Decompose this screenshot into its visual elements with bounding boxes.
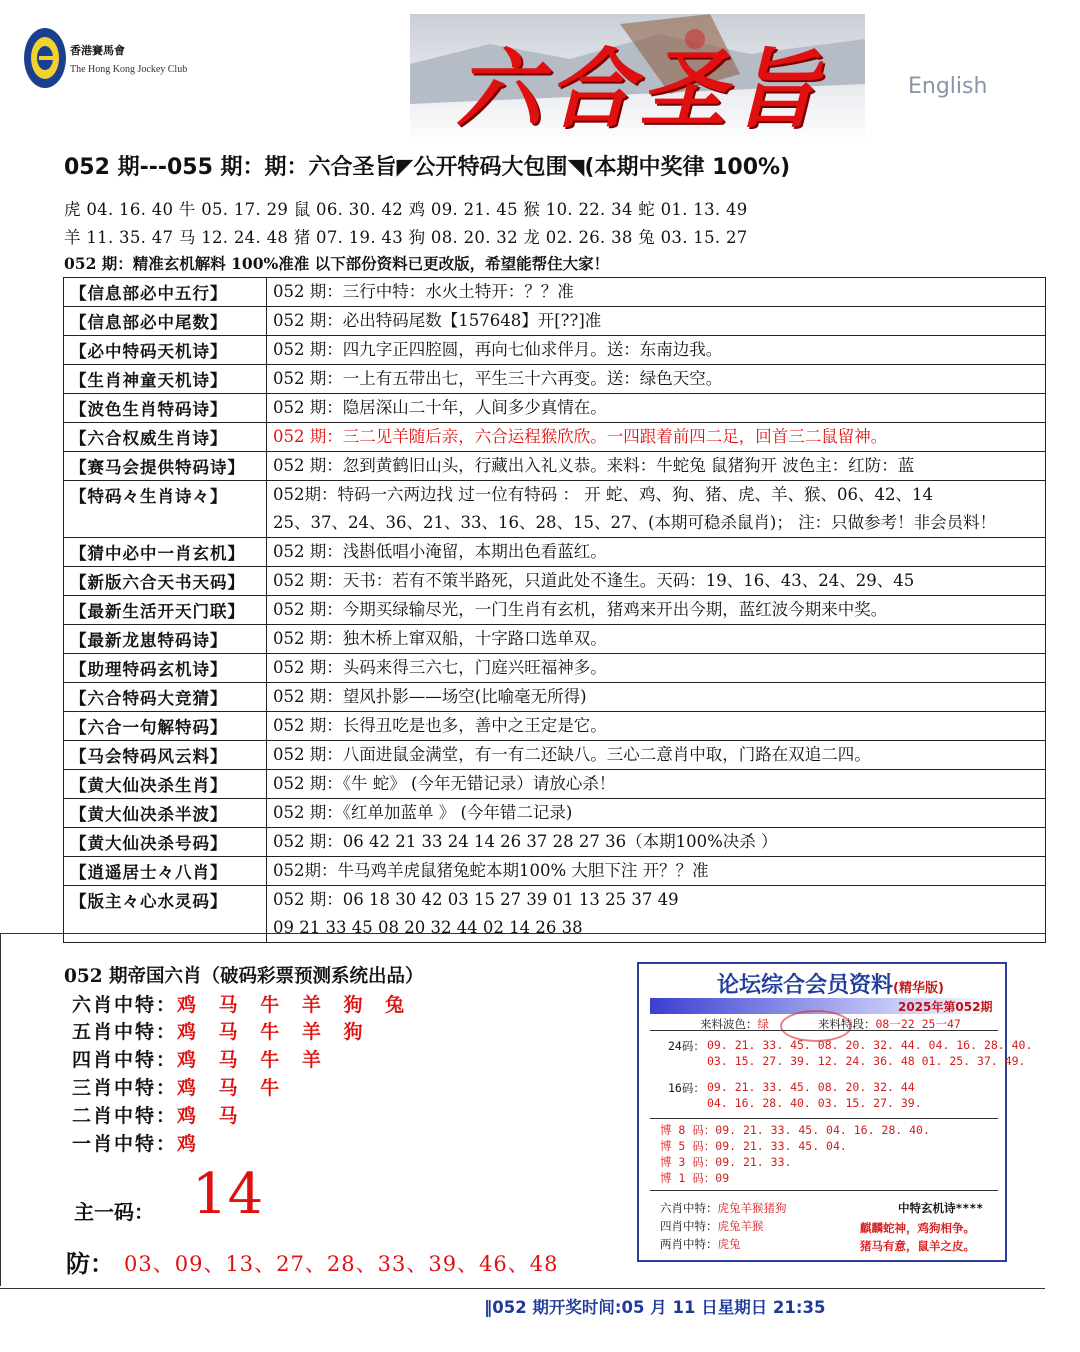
card-24-line: 03. 15. 27. 39. 12. 24. 36. 48 01. 25. 37. 49. <box>707 1054 1026 1068</box>
row-value: 鸡 马 牛 羊 狗 <box>177 1021 371 1043</box>
row-label: 【六合一句解特码】 <box>64 712 267 741</box>
row-label: 【逍遥居士々八肖】 <box>64 857 267 886</box>
intro-text: 052 期：精准玄机解料 100%准准 以下部份资料已更改版，希望能帮住大家！ <box>64 254 610 273</box>
row-label: 【赛马会提供特码诗】 <box>64 452 267 481</box>
row-content-line: 052 期：必出特码尾数【157648】开[??]准 <box>273 311 602 330</box>
jockey-club-logo <box>22 22 68 94</box>
row-content-line: 052 期：隐居深山二十年，人间多少真情在。 <box>273 398 607 417</box>
row-content <box>267 625 1046 654</box>
row-label: 三肖中特： <box>72 1077 178 1099</box>
card-poem-line: 麒麟蛇神，鸡狗相争。 <box>860 1221 975 1235</box>
card-two-line: 两肖中特：虎兔 <box>660 1237 741 1251</box>
row-content-line: 052 期：06 42 21 33 24 14 26 37 28 27 36（本期100%决杀 ） <box>273 832 778 851</box>
table-row <box>64 423 1046 452</box>
card-divider <box>650 1118 998 1119</box>
row-label: 【马会特码风云料】 <box>64 741 267 770</box>
card-six-line: 六肖中特：虎兔羊猴猪狗 <box>660 1201 787 1215</box>
row-label: 【特码々生肖诗々】 <box>64 481 267 538</box>
row-content-line: 052 期：三二见羊随后亲，六合运程猴欣欣。一四跟着前四二足，回首三二鼠留神。 <box>273 427 888 446</box>
guard-label: 防： <box>66 1249 114 1278</box>
table-row <box>64 770 1046 799</box>
guard-numbers: 03、09、13、27、28、33、39、46、48 <box>124 1252 559 1276</box>
divider <box>0 934 1 1286</box>
table-row <box>64 625 1046 654</box>
table-row <box>64 683 1046 712</box>
table-row <box>64 336 1046 365</box>
row-content-line: 052 期：天书：若有不策半路死，只道此处不逢生。天码：19、16、43、24、29、45 <box>273 571 915 590</box>
card-16-label: 16码： <box>668 1081 705 1095</box>
logo-chinese-text: 香港賽馬會 <box>70 45 125 57</box>
row-label: 二肖中特： <box>72 1105 178 1127</box>
row-content-line: 052 期：一上有五带出七，平生三十六再变。送：绿色天空。 <box>273 369 723 388</box>
card-issue: 2025年第052期 <box>898 1000 993 1014</box>
table-row <box>64 452 1046 481</box>
banner-title: 六合圣旨 <box>456 40 824 140</box>
table-row <box>64 394 1046 423</box>
row-content <box>267 857 1046 886</box>
card-divider <box>650 1030 998 1031</box>
row-content <box>267 799 1046 828</box>
table-row <box>64 828 1046 857</box>
card-24-label: 24码： <box>668 1039 705 1053</box>
card-bet5: 博 5 码：09. 21. 33. 45. 04. <box>660 1139 847 1153</box>
row-content <box>267 278 1046 307</box>
row-content-line: 25、37、24、36、21、33、16、28、15、27、(本期可稳杀鼠肖)； 注：只做参考！非会员料！ <box>273 513 997 532</box>
row-content <box>267 336 1046 365</box>
four-zodiac-row <box>72 1045 329 1072</box>
row-content-line: 052 期：《红单加蓝单 》 (今年错二记录) <box>273 803 573 822</box>
row-content <box>267 654 1046 683</box>
row-value: 鸡 马 牛 羊 <box>177 1049 329 1071</box>
row-content <box>267 567 1046 596</box>
row-content-line: 09 21 33 45 08 20 32 44 02 14 26 38 <box>273 918 583 937</box>
row-label: 【黄大仙决杀生肖】 <box>64 770 267 799</box>
card-four-line: 四肖中特：虎兔羊猴 <box>660 1219 764 1233</box>
card-16-line: 09. 21. 33. 45. 08. 20. 32. 44 <box>707 1080 915 1094</box>
row-label: 【猜中必中一肖玄机】 <box>64 538 267 567</box>
three-zodiac-row <box>72 1073 287 1100</box>
row-content <box>267 770 1046 799</box>
row-label: 【六合特码大竞猜】 <box>64 683 267 712</box>
row-label: 【必中特码天机诗】 <box>64 336 267 365</box>
row-content-line: 052 期：《牛 蛇》 (今年无错记录）请放心杀！ <box>273 774 616 793</box>
row-content <box>267 452 1046 481</box>
card-title: 论坛综合会员资料(精华版) <box>717 973 944 998</box>
row-value: 鸡 马 牛 羊 狗 兔 <box>177 994 413 1016</box>
six-zodiac-title: 052 期帝国六肖（破码彩票预测系统出品） <box>64 966 424 987</box>
main-number-label: 主一码： <box>74 1200 154 1224</box>
english-link[interactable]: English <box>908 74 988 99</box>
zodiac-line: 羊 11. 35. 47 马 12. 24. 48 猪 07. 19. 43 狗 08. 20. 32 龙 02. 26. 38 兔 03. 15. 27 <box>64 228 748 247</box>
row-label: 【版主々心水灵码】 <box>64 886 267 943</box>
row-content-line: 052期：特码一六两边找 过一位有特码 ： 开 蛇、鸡、狗、猪、虎、羊、猴、06、42、14 <box>273 485 933 504</box>
row-label: 【六合权威生肖诗】 <box>64 423 267 452</box>
row-value: 鸡 马 牛 <box>177 1077 288 1099</box>
card-wave-line: 来料波色：绿 <box>700 1017 769 1031</box>
table-row <box>64 596 1046 625</box>
row-content <box>267 828 1046 857</box>
row-content-line: 052 期：头码来得三六七，门庭兴旺福神多。 <box>273 658 607 677</box>
two-zodiac-row <box>72 1101 246 1128</box>
prediction-table <box>63 277 1046 943</box>
row-content-line: 052 期：独木桥上窜双船，十字路口选单双。 <box>273 629 607 648</box>
row-content <box>267 423 1046 452</box>
card-title-tag: (精华版) <box>893 981 944 996</box>
row-value: 鸡 马 <box>177 1105 246 1127</box>
six-zodiac-row <box>72 990 412 1017</box>
row-content <box>267 394 1046 423</box>
one-zodiac-row <box>72 1129 204 1156</box>
row-content <box>267 538 1046 567</box>
table-row <box>64 567 1046 596</box>
row-label: 【黄大仙决杀半波】 <box>64 799 267 828</box>
row-label: 【最新生活开天门联】 <box>64 596 267 625</box>
row-label: 五肖中特： <box>72 1021 178 1043</box>
card-bet1: 博 1 码：09 <box>660 1171 730 1185</box>
row-content-line: 052 期：望风扑影——场空(比喻毫无所得) <box>273 687 587 706</box>
table-row <box>64 712 1046 741</box>
table-row <box>64 654 1046 683</box>
row-value: 鸡 <box>177 1133 205 1155</box>
row-content <box>267 683 1046 712</box>
row-label: 一肖中特： <box>72 1133 178 1155</box>
card-bet8: 博 8 码：09. 21. 33. 45. 04. 16. 28. 40. <box>660 1123 930 1137</box>
row-content-line: 052 期：06 18 30 42 03 15 27 39 01 13 25 37 49 <box>273 890 679 909</box>
draw-time: ‖052 期开奖时间:05 月 11 日星期日 21:35 <box>484 1298 826 1317</box>
table-row <box>64 799 1046 828</box>
row-label: 四肖中特： <box>72 1049 178 1071</box>
row-content-line: 052期：牛马鸡羊虎鼠猪兔蛇本期100% 大胆下注 开？？准 <box>273 861 709 880</box>
row-content <box>267 596 1046 625</box>
row-content <box>267 741 1046 770</box>
zodiac-line: 虎 04. 16. 40 牛 05. 17. 29 鼠 06. 30. 42 鸡 09. 21. 45 猴 10. 22. 34 蛇 01. 13. 49 <box>64 200 748 219</box>
row-content <box>267 365 1046 394</box>
card-tail-line: 来料特段：08一22 25一47 <box>818 1017 961 1031</box>
table-row <box>64 278 1046 307</box>
table-row <box>64 481 1046 538</box>
table-row <box>64 365 1046 394</box>
card-16-line: 04. 16. 28. 40. 03. 15. 27. 39. <box>707 1096 922 1110</box>
card-divider <box>650 1190 998 1191</box>
card-24-line: 09. 21. 33. 45. 08. 20. 32. 44. 04. 16. 28. 40. <box>707 1038 1033 1052</box>
five-zodiac-row <box>72 1017 370 1044</box>
row-label: 六肖中特： <box>72 994 178 1016</box>
table-row <box>64 538 1046 567</box>
row-content <box>267 712 1046 741</box>
row-label: 【最新龙崽特码诗】 <box>64 625 267 654</box>
row-content-line: 052 期：今期买绿输尽光，一门生肖有玄机，猪鸡来开出今期，蓝红波今期来中奖。 <box>273 600 888 619</box>
divider <box>0 1288 1045 1289</box>
main-number: 14 <box>192 1162 264 1227</box>
row-content-line: 052 期：忽到黄鹤旧山头，行藏出入礼义恭。来料：牛蛇兔 鼠猪狗开 波色主：红防：蓝 <box>273 456 915 475</box>
table-row <box>64 307 1046 336</box>
row-label: 【助理特码玄机诗】 <box>64 654 267 683</box>
row-content-line: 052 期：三行中特：水火土特开：？？准 <box>273 282 574 301</box>
row-label: 【波色生肖特码诗】 <box>64 394 267 423</box>
row-label: 【黄大仙决杀号码】 <box>64 828 267 857</box>
row-content-line: 052 期：长得丑吃是也多，善中之王定是它。 <box>273 716 607 735</box>
card-poem-title: 中特玄机诗**** <box>898 1201 984 1215</box>
logo-english-text: The Hong Kong Jockey Club <box>70 64 188 75</box>
row-label: 【信息部必中五行】 <box>64 278 267 307</box>
row-content-line: 052 期：八面进鼠金满堂，有一有二还缺八。三心二意肖中取，门路在双追二四。 <box>273 745 871 764</box>
row-content <box>267 307 1046 336</box>
row-content <box>267 481 1046 538</box>
table-row <box>64 857 1046 886</box>
headline: 052 期---055 期：期：六合圣旨◤公开特码大包围◥(本期中奖律 100%) <box>64 155 791 180</box>
table-row <box>64 741 1046 770</box>
row-label: 【新版六合天书天码】 <box>64 567 267 596</box>
card-poem-line: 猪马有意，鼠羊之皮。 <box>860 1239 975 1253</box>
divider <box>0 933 1045 934</box>
card-bet3: 博 3 码：09. 21. 33. <box>660 1155 792 1169</box>
row-label: 【信息部必中尾数】 <box>64 307 267 336</box>
row-content-line: 052 期：四九字正四腔圆，再向七仙求伴月。送：东南边我。 <box>273 340 723 359</box>
row-content-line: 052 期：浅斟低唱小淹留，本期出色看蓝红。 <box>273 542 607 561</box>
row-label: 【生肖神童天机诗】 <box>64 365 267 394</box>
